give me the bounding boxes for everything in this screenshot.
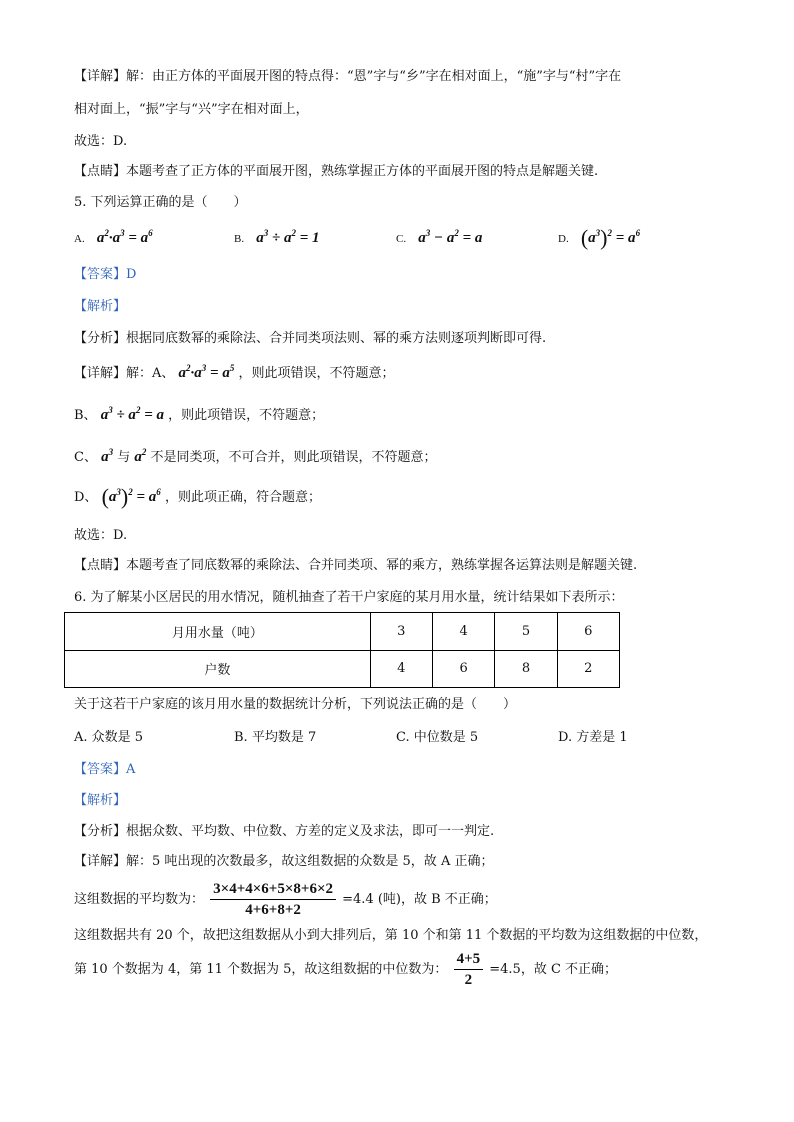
fraction-numerator: 3×4+4×6+5×8+6×2 bbox=[210, 880, 336, 900]
answer-tag: 【答案】D bbox=[74, 267, 137, 282]
table-row bbox=[65, 650, 620, 688]
q6-option-d: D. 方差是 1 bbox=[558, 730, 628, 745]
option-label: A. bbox=[74, 233, 85, 245]
text-line: 相对面上，“振”字与“兴”字在相对面上， bbox=[74, 102, 309, 117]
text-segment: 这组数据的平均数为： bbox=[74, 892, 205, 907]
fraction-numerator: 4+5 bbox=[454, 950, 484, 970]
question-5-stem: 5. 下列运算正确的是（ ） bbox=[74, 195, 247, 210]
analysis-tag: 【解析】 bbox=[74, 299, 127, 314]
mean-line bbox=[74, 880, 497, 919]
table-cell: 8 bbox=[495, 650, 557, 688]
q5-option-a bbox=[74, 228, 153, 249]
text-segment: =4.5，故 C 不正确； bbox=[489, 962, 618, 977]
q5-option-d bbox=[558, 225, 641, 250]
table-cell: 6 bbox=[432, 650, 494, 688]
table-cell: 5 bbox=[495, 613, 557, 651]
table-header-cell: 户数 bbox=[65, 650, 371, 688]
text-segment: ，则此项错误，不符题意； bbox=[238, 366, 395, 381]
table-cell: 4 bbox=[370, 650, 432, 688]
math-expression: $(a^3)^2 = a^6$ bbox=[101, 484, 161, 509]
q6-option-b: B. 平均数是 7 bbox=[234, 730, 317, 745]
math-expression: $a^2\cdot a^3 = a^5$ bbox=[178, 363, 235, 381]
text-segment: D、 bbox=[74, 490, 98, 505]
math-expression: $a^3 \div a^2 = 1$ bbox=[256, 228, 320, 246]
text-segment: C、 bbox=[74, 450, 97, 465]
text-segment: 与 bbox=[117, 450, 131, 465]
math-expression: $a^3 \div a^2 = a$ bbox=[100, 405, 164, 423]
option-label: B. bbox=[234, 233, 245, 245]
detail-line-c bbox=[74, 448, 437, 467]
text-line: 【点睛】本题考查了同底数幂的乘除法、合并同类项、幂的乘方，熟练掌握各运算法则是解题关键. bbox=[74, 558, 638, 573]
analysis-tag: 【解析】 bbox=[74, 793, 127, 808]
math-expression: $a^2$ bbox=[134, 447, 147, 465]
text-line: 【点睛】本题考查了正方体的平面展开图，熟练掌握正方体的平面展开图的特点是解题关键. bbox=[74, 164, 599, 179]
text-segment: =4.4 (吨)，故 B 不正确； bbox=[342, 892, 497, 907]
text-line: 【详解】解：5 吨出现的次数最多，故这组数据的众数是 5，故 A 正确； bbox=[74, 854, 494, 869]
text-segment: ，则此项错误，不符题意； bbox=[168, 408, 325, 423]
median-fraction bbox=[454, 950, 484, 989]
detail-line-d bbox=[74, 484, 321, 509]
table-cell: 2 bbox=[557, 650, 619, 688]
text-line: 【详解】解：由正方体的平面展开图的特点得：“恩”字与“乡”字在相对面上，“施”字与“村”字在 bbox=[74, 69, 622, 84]
math-expression: $(a^3)^2 = a^6$ bbox=[580, 225, 641, 250]
text-line: 【分析】根据众数、平均数、中位数、方差的定义及求法，即可一一判定. bbox=[74, 824, 495, 839]
text-line: 关于这若干户家庭的该月用水量的数据统计分析，下列说法正确的是（ ） bbox=[74, 697, 517, 712]
text-segment: 【详解】解：A、 bbox=[74, 366, 175, 381]
table-header-cell: 月用水量（吨） bbox=[65, 613, 371, 651]
text-line: 故选：D. bbox=[74, 528, 128, 543]
text-line: 这组数据共有 20 个，故把这组数据从小到大排列后，第 10 个和第 11 个数据的平均数为这组数据的中位数， bbox=[74, 928, 708, 943]
text-segment: 不是同类项，不可合并，则此项错误，不符题意； bbox=[150, 450, 437, 465]
text-line: 故选：D. bbox=[74, 134, 128, 149]
q5-option-c bbox=[396, 228, 482, 249]
q5-option-b bbox=[234, 228, 320, 249]
table-cell: 3 bbox=[370, 613, 432, 651]
option-label: C. bbox=[396, 233, 407, 245]
fraction-denominator: 2 bbox=[464, 972, 473, 988]
math-expression: $a^2\cdot a^3 = a^6$ bbox=[96, 228, 153, 246]
text-segment: ，则此项正确，符合题意； bbox=[164, 490, 321, 505]
text-line: 【分析】根据同底数幂的乘除法、合并同类项法则、幂的乘方法则逐项判断即可得. bbox=[74, 331, 547, 346]
table-cell: 6 bbox=[557, 613, 619, 651]
q6-option-c: C. 中位数是 5 bbox=[396, 730, 479, 745]
math-expression: $a^3$ bbox=[101, 447, 114, 465]
mean-fraction bbox=[210, 880, 336, 919]
table-row bbox=[65, 613, 620, 651]
question-6-stem: 6. 为了解某小区居民的用水情况，随机抽查了若干户家庭的某月用水量，统计结果如下表所示： bbox=[74, 590, 624, 605]
median-line bbox=[74, 950, 617, 989]
math-expression: $a^3 - a^2 = a$ bbox=[418, 228, 483, 246]
text-segment: 第 10 个数据为 4，第 11 个数据为 5，故这组数据的中位数为： bbox=[74, 962, 448, 977]
water-usage-table bbox=[64, 612, 620, 688]
answer-tag: 【答案】A bbox=[74, 762, 136, 777]
table-cell: 4 bbox=[432, 613, 494, 651]
option-label: D. bbox=[558, 233, 569, 245]
q6-option-a: A. 众数是 5 bbox=[74, 730, 144, 745]
fraction-denominator: 4+6+8+2 bbox=[245, 902, 301, 918]
text-segment: B、 bbox=[74, 408, 97, 423]
detail-line-a bbox=[74, 364, 395, 383]
detail-line-b bbox=[74, 406, 324, 425]
